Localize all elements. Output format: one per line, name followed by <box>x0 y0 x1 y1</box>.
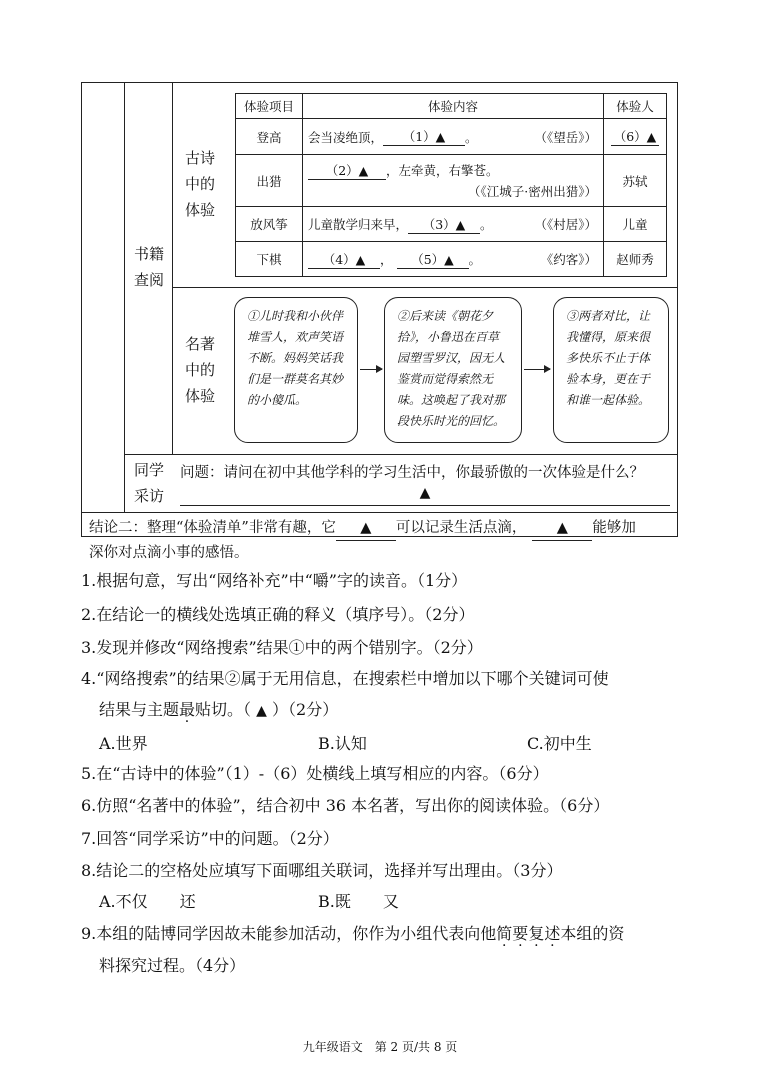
conclusion-text: 结论二：整理“体验清单”非常有趣，它 <box>89 520 336 536</box>
question-7: 7.回答“同学采访”中的问题。（2分） <box>81 829 339 848</box>
emphasis-char: 复 <box>528 924 545 943</box>
question-8: 8.结论二的空格处应填写下面哪组关联词，选择并写出理由。（3分） <box>81 861 563 880</box>
content-text: 。 <box>480 217 493 232</box>
question-text: 本组的资 <box>560 924 625 943</box>
activity-table <box>81 82 678 561</box>
answer-blank-1[interactable]: （1）▲ <box>383 127 465 146</box>
arrow-right-icon <box>524 369 550 370</box>
question-text: ）（2分） <box>266 700 339 719</box>
emphasis-char: 要 <box>512 924 529 943</box>
answer-blank-3[interactable]: （3）▲ <box>408 215 480 234</box>
conclusion-blank-2[interactable]: ▲ <box>532 516 592 541</box>
poem-source: （《望岳》） <box>534 129 597 145</box>
question-1: 1.根据句意，写出“网络补充”中“嚼”字的读音。（1分） <box>81 571 468 590</box>
interview-question: 问题：请问在初中其他学科的学习生活中，你最骄傲的一次体验是什么？ <box>180 465 644 481</box>
conclusion-text: 深你对点滴小事的感悟。 <box>89 545 249 561</box>
content-text: 。 <box>468 252 482 267</box>
content-text: 。 <box>465 129 478 145</box>
poem-source: （《江城子·密州出猎》） <box>468 184 597 199</box>
question-8-option-a[interactable]: A.不仅 还 <box>99 892 196 911</box>
poetry-table <box>235 93 667 277</box>
header-content: 体验内容 <box>303 94 604 119</box>
poem-source: （《村居》） <box>534 217 597 232</box>
question-3: 3.发现并修改“网络搜索”结果①中的两个错别字。（2分） <box>81 638 483 657</box>
conclusion-blank-1[interactable]: ▲ <box>336 516 396 541</box>
section-label: 书籍查阅 <box>134 245 165 289</box>
question-4-option-c[interactable]: C.初中生 <box>527 734 592 753</box>
answer-blank-5[interactable]: （5）▲ <box>397 250 469 269</box>
poem-source: 《约客》） <box>540 252 597 267</box>
row-content <box>303 155 604 207</box>
interview-answer-line[interactable]: ▲ <box>180 485 670 506</box>
row-item: 登高 <box>236 119 303 155</box>
experience-bubble-3: ③两者对比，让我懂得，原来很多快乐不止于体验本身，更在于和谁一起体验。 <box>553 297 669 443</box>
question-text: 9.本组的陆博同学因故未能参加活动，你作为小组代表向他 <box>81 924 497 943</box>
row-person: 赵师秀 <box>616 252 654 267</box>
content-text: ，左牵黄，右擎苍。 <box>386 163 499 178</box>
experience-bubble-2: ②后来读《朝花夕拾》，小鲁迅在百草园塑雪罗汉，因无人鉴赏而觉得索然无味。这唤起了我对那段快乐时光的回忆。 <box>384 297 522 443</box>
row-content <box>303 119 604 155</box>
emphasis-char: 最 <box>179 700 196 719</box>
question-2: 2.在结论一的横线处选填正确的释义（填序号）。（2分） <box>81 605 475 624</box>
header-item: 体验项目 <box>236 94 303 119</box>
content-text: 儿童散学归来早， <box>308 217 409 232</box>
question-4-option-b[interactable]: B.认知 <box>318 734 367 753</box>
header-person: 体验人 <box>604 94 666 119</box>
question-text: 贴 <box>195 700 212 719</box>
row-person <box>604 119 666 155</box>
row-item: 放风筝 <box>236 207 303 242</box>
answer-blank-2[interactable]: （2）▲ <box>308 161 386 180</box>
content-text: 会当凌绝顶， <box>308 129 384 145</box>
classics-flow <box>172 287 677 454</box>
conclusion-text: 可以记录生活点滴， <box>395 520 527 536</box>
row-item: 出猎 <box>236 155 303 207</box>
question-6: 6.仿照“名著中的体验”，结合初中 36 本名著，写出你的阅读体验。（6分） <box>81 796 610 815</box>
question-9 <box>81 923 624 945</box>
row-item: 下棋 <box>236 242 303 276</box>
question-text: 结果与主题 <box>99 700 180 719</box>
row-content <box>303 207 604 242</box>
conclusion-text: 能够加 <box>592 520 636 536</box>
ancient-poetry-label: 古诗中的体验 <box>184 149 215 219</box>
row-person: 苏轼 <box>604 155 666 207</box>
row-person: 儿童 <box>604 207 666 242</box>
answer-marker[interactable]: ▲ <box>256 703 267 719</box>
conclusion-two <box>89 516 636 565</box>
question-4-option-a[interactable]: A.世界 <box>99 734 148 753</box>
question-9-line2: 料探究过程。（4分） <box>99 956 246 975</box>
content-text: ， <box>380 252 393 267</box>
page-footer: 九年级语文 第 2 页/共 8 页 <box>302 1040 458 1054</box>
emphasis-char: 简 <box>496 924 513 943</box>
question-8-option-b[interactable]: B.既 又 <box>318 892 399 911</box>
question-4: 4.“网络搜索”的结果②属于无用信息，在搜索栏中增加以下哪个关键词可使 <box>81 669 609 688</box>
experience-bubble-1: ①儿时我和小伙伴堆雪人，欢声笑语不断。妈妈笑话我们是一群莫名其妙的小傻瓜。 <box>234 297 358 443</box>
question-5: 5.在“古诗中的体验”（1）-（6）处横线上填写相应的内容。（6分） <box>81 764 549 783</box>
question-text: 切。（ <box>211 700 257 719</box>
emphasis-char: 述 <box>544 924 561 943</box>
question-4-line2 <box>99 699 338 722</box>
row-content <box>303 242 604 276</box>
answer-blank-4[interactable]: （4）▲ <box>308 250 380 269</box>
classics-label: 名著中的体验 <box>184 335 215 405</box>
interview-label: 同学采访 <box>134 461 165 505</box>
arrow-right-icon <box>360 369 382 370</box>
answer-blank-6[interactable]: （6）▲ <box>611 127 659 146</box>
